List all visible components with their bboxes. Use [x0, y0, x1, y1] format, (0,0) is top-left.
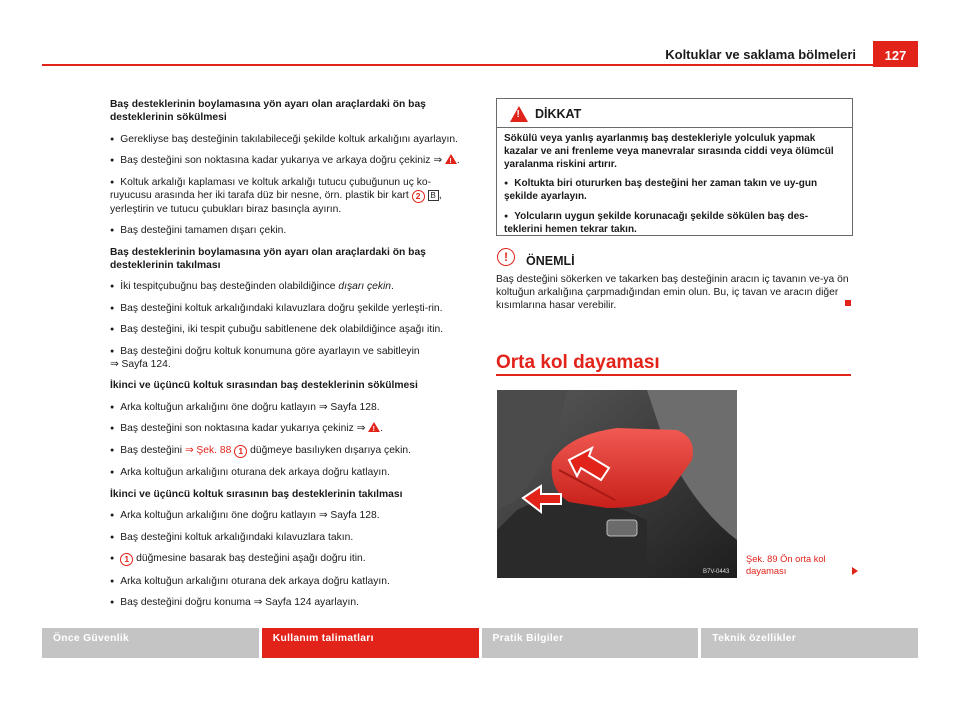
callout-badge: 1: [234, 445, 247, 458]
warning-bullet-text: Koltukta biri otururken baş desteğini her zaman takın ve uy-gun şekilde ayarlayın.: [504, 178, 818, 203]
callout-badge: 1: [120, 553, 133, 566]
warning-bullet: [504, 211, 845, 237]
step: [110, 302, 470, 315]
header-rule: [42, 64, 918, 66]
step-text: Baş desteğini doğru koltuk konumuna göre ayarlayın ve sabitleyin: [120, 345, 420, 357]
warning-bullet-text: Yolcuların uygun şekilde korunacağı şekilde sökülen baş des-teklerini hemen tekrar takın.: [504, 210, 809, 235]
warning-icon: [510, 106, 528, 122]
callout-badge: 2: [412, 190, 425, 203]
step-text: Baş desteğini tamamen dışarı çekin.: [120, 225, 287, 236]
heading-rear-removal: İkinci ve üçüncü koltuk sırasından baş desteklerinin sökülmesi: [110, 380, 418, 391]
step-text: Baş desteğini: [120, 444, 183, 456]
step-text: Baş desteğini koltuk arkalığındaki kılavuzlara doğru şekilde yerleşti-rin.: [120, 302, 443, 314]
left-column: [110, 98, 470, 618]
warning-box-title: DİKKAT: [535, 107, 582, 121]
warning-box-header: [497, 99, 852, 128]
tab-technical[interactable]: Teknik özellikler: [701, 628, 918, 658]
figure-code: B7V-0443: [703, 569, 730, 575]
step: ● Baş desteğini son noktasına kadar yukarıya ve arkaya doğru çekiniz ⇒ ! .: [110, 154, 470, 167]
heading-rear-install: İkinci ve üçüncü koltuk sırasının baş desteklerinin takılması: [110, 488, 403, 500]
figure-caption: Şek. 89 Ön orta kol dayaması: [746, 554, 826, 576]
step: [110, 133, 470, 146]
notice-title: ÖNEMLİ: [526, 254, 575, 268]
next-page-arrow-icon[interactable]: [852, 567, 858, 575]
end-marker: [845, 300, 851, 306]
step-text: Arka koltuğun arkalığını oturana dek arkaya doğru katlayın.: [120, 575, 390, 587]
step: [110, 596, 470, 609]
warning-box: [496, 98, 853, 236]
step: ● Baş desteğini son noktasına kadar yukarıya çekiniz ⇒ ! .: [110, 422, 470, 435]
step: [110, 509, 470, 522]
page-number: 127: [873, 41, 918, 67]
step-text: düğmesine basarak baş desteğini aşağı doğru itin.: [136, 553, 366, 564]
notice-text: Baş desteğini sökerken ve takarken baş desteğinin aracın iç tavanın ve-ya ön koltuğun arkalığına çarpmadığından emin olun. Bu, iç tavan ve aracın diğer kısımlarına hasar verebilir.: [496, 274, 849, 311]
step-text: düğmeye basılıyken dışarıya çekin.: [250, 444, 411, 456]
warning-icon[interactable]: [445, 154, 457, 164]
section-title: Orta kol dayaması: [496, 352, 660, 373]
step-text: Koltuk arkalığı kaplaması ve koltuk arkalığı tutucu çubuğunun uç ko-ruyucusu arasında her iki tarafa düz bir nesne, örn. plastik bir kart: [110, 176, 432, 201]
step: [110, 224, 470, 237]
step-text: Baş desteğini koltuk arkalığındaki kılavuzlara takın.: [120, 531, 354, 543]
armrest-photo: [497, 390, 737, 578]
step: ● İki tespitçubuğnu baş desteğinden olabildiğince dışarı çekin.: [110, 280, 470, 293]
step: ● Koltuk arkalığı kaplaması ve koltuk arkalığı tutucu çubuğunun uç ko-ruyucusu arasında her iki tarafa düz bir nesne, örn. plastik bir kart 2 B , yerleştirin ve tutucu çubukları biraz basınçla ayırın.: [110, 176, 470, 216]
tab-operation[interactable]: Kullanım talimatları: [262, 628, 479, 658]
step-text: Arka koltuğun arkalığını öne doğru katlayın ⇒ Sayfa 128.: [120, 401, 380, 413]
step-text: Baş desteğini doğru konuma ⇒ Sayfa 124 ayarlayın.: [120, 597, 359, 608]
step-text: Baş desteğini, iki tespit çubuğu sabitlenene dek olabildiğince aşağı itin.: [120, 324, 444, 335]
step-text: Arka koltuğun arkalığını oturana dek arkaya doğru katlayın.: [120, 467, 390, 478]
step: [110, 552, 470, 566]
chapter-title: Koltuklar ve saklama bölmeleri: [665, 47, 856, 62]
heading-front-removal: Baş desteklerinin boylamasına yön ayarı olan araçlardaki ön baş desteklerinin sökülmesi: [110, 99, 426, 123]
section-rule: [496, 374, 851, 376]
figure-key: B: [428, 190, 439, 201]
tab-practical[interactable]: Pratik Bilgiler: [482, 628, 699, 658]
footer-nav: [42, 628, 918, 658]
step-text: Baş desteğini son noktasına kadar yukarıya ve arkaya doğru çekiniz ⇒: [120, 155, 442, 166]
step: [110, 345, 470, 371]
step-text: Gerekliyse baş desteğinin takılabileceği şekilde koltuk arkalığını ayarlayın.: [120, 133, 458, 145]
step: [110, 401, 470, 414]
warning-icon[interactable]: [368, 422, 380, 432]
step: [110, 444, 470, 458]
step: [110, 531, 470, 544]
step-text: yerleştirin ve tutucu çubukları biraz basınçla ayırın.: [110, 203, 342, 215]
warning-text: Sökülü veya yanlış ayarlanmış baş destekleriyle yolculuk yapmak kazalar ve ani frenleme veya manevralar sırasında ciddi veya ölümcül yaralanma riskini artırır.: [504, 133, 834, 170]
tab-safety[interactable]: Önce Güvenlik: [42, 628, 259, 658]
step-text: Arka koltuğun arkalığını öne doğru katlayın ⇒ Sayfa 128.: [120, 510, 380, 521]
warning-bullet: [504, 178, 845, 204]
step: [110, 575, 470, 588]
warning-box-body: [497, 128, 852, 237]
figure-link[interactable]: ⇒ Şek. 88: [184, 444, 232, 456]
armrest-illustration: [497, 390, 737, 578]
notice-icon: !: [497, 248, 515, 266]
step-emphasis: dışarı çekin: [338, 281, 392, 292]
step-text: İki tespitçubuğnu baş desteğinden olabildiğince: [120, 281, 336, 292]
step-text: Baş desteğini son noktasına kadar yukarıya çekiniz ⇒: [120, 423, 366, 434]
heading-front-install: Baş desteklerinin boylamasına yön ayarı olan araçlardaki ön baş desteklerinin takılması: [110, 246, 426, 271]
step: [110, 466, 470, 479]
step: [110, 323, 470, 336]
page-link[interactable]: ⇒ Sayfa 124.: [110, 358, 171, 370]
